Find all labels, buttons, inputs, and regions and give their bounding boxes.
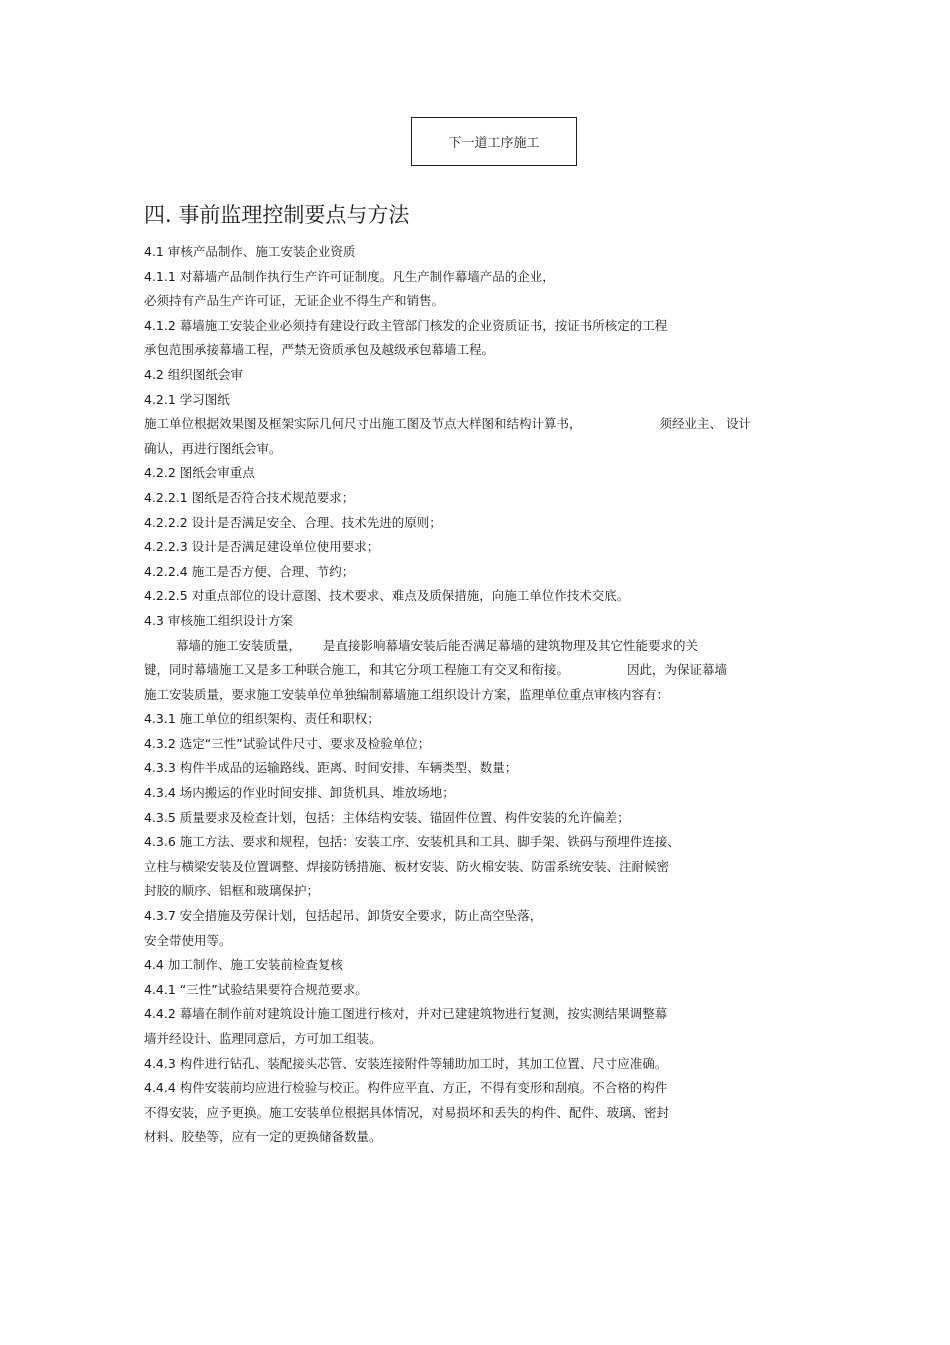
text-line [144,806,814,831]
text-line [144,756,814,781]
text-line [144,658,814,683]
line-text: 4.3.4 场内搬运的作业时间安排、卸货机具、堆放场地； [144,785,455,801]
line-text: 4.3.6 施工方法、要求和规程，包括：安装工序、安装机具和工具、脚手架、铁码与预埋件连接、 [144,834,680,850]
text-line [144,879,814,904]
line-text: 4.4.2 幕墙在制作前对建筑设计施工图进行核对，并对已建建筑物进行复测，按实测结果调整幕 [144,1006,668,1022]
text-line [144,338,814,363]
line-text-tail: 须经业主、 设计 [659,416,751,432]
text-line [144,584,814,609]
line-text: 4.4.3 构件进行钻孔、装配接头芯管、安装连接附件等辅助加工时，其加工位置、尺寸应准确。 [144,1055,668,1071]
text-line [144,1027,814,1052]
line-text: 4.4.4 构件安装前均应进行检验与校正。构件应平直、方正，不得有变形和刮痕。不合格的构件 [144,1080,668,1096]
text-line [144,535,814,560]
line-text: 必须持有产品生产许可证，无证企业不得生产和销售。 [144,293,445,309]
text-line [144,978,814,1003]
text-line [144,1076,814,1101]
line-text: 封胶的顺序、铝框和玻璃保护； [144,883,320,899]
line-text-tail: 因此，为保证幕墙 [627,662,728,678]
flowchart-step-box [411,117,577,166]
document-body [144,240,814,1150]
text-line [144,904,814,929]
flowchart-step-label: 下一道工序施工 [448,136,540,151]
text-line [144,437,814,462]
line-text: 4.3 审核施工组织设计方案 [144,612,293,628]
line-text: 4.2.2.4 施工是否方便、合理、节约； [144,563,355,579]
line-text: 承包范围承接幕墙工程，严禁无资质承包及越级承包幕墙工程。 [144,342,495,358]
line-text: 4.2.2.2 设计是否满足安全、合理、技术先进的原则； [144,514,442,530]
line-text: 4.1.2 幕墙施工安装企业必须持有建设行政主管部门核发的企业资质证书，按证书所核定的工程 [144,317,668,333]
line-text: 立柱与横梁安装及位置调整、焊接防锈措施、板材安装、防火棉安装、防雷系统安装、注耐候密 [144,858,670,874]
line-text: 不得安装，应予更换。施工安装单位根据具体情况，对易损坏和丢失的构件、配件、玻璃、密封 [144,1104,670,1120]
line-text: 4.2.2.3 设计是否满足建设单位使用要求； [144,539,380,555]
line-text: 4.2 组织图纸会审 [144,366,243,382]
text-line [144,240,814,265]
line-text: 4.4 加工制作、施工安装前检查复核 [144,957,343,973]
line-text: 4.3.5 质量要求及检查计划，包括：主体结构安装、锚固件位置、构件安装的允许偏差； [144,809,630,825]
text-line [144,265,814,290]
text-line [144,461,814,486]
text-line [144,781,814,806]
line-text: 4.3.1 施工单位的组织架构、责任和职权； [144,711,380,727]
line-text: 键，同时幕墙施工又是多工种联合施工，和其它分项工程施工有交叉和衔接。 [144,662,570,678]
line-text: 材料、胶垫等，应有一定的更换储备数量。 [144,1129,382,1145]
line-text: 4.2.1 学习图纸 [144,391,230,407]
text-line [144,363,814,388]
line-text: 4.2.2.5 对重点部位的设计意图、技术要求、难点及质保措施，向施工单位作技术交底。 [144,588,630,604]
line-text: 4.2.2.1 图纸是否符合技术规范要求； [144,489,355,505]
line-text: 幕墙的施工安装质量， [176,637,302,653]
line-text: 4.1 审核产品制作、施工安装企业资质 [144,244,356,259]
line-text: 施工安装质量，要求施工安装单位单独编制幕墙施工组织设计方案，监理单位重点审核内容有： [144,686,670,702]
line-text-tail: 是直接影响幕墙安装后能否满足幕墙的建筑物理及其它性能要求的关 [323,637,699,653]
text-line [144,830,814,855]
text-line [144,953,814,978]
text-line [144,707,814,732]
line-text: 4.3.7 安全措施及劳保计划，包括起吊、卸货安全要求，防止高空坠落， [144,908,543,924]
text-line [144,929,814,954]
text-line [144,560,814,585]
text-line [144,1125,814,1150]
line-text: 4.3.2 选定“三性”试验试件尺寸、要求及检验单位； [144,735,431,751]
text-line [144,511,814,536]
line-text: 4.1.1 对幕墙产品制作执行生产许可证制度。凡生产制作幕墙产品的企业， [144,268,555,284]
line-text: 施工单位根据效果图及框架实际几何尺寸出施工图及节点大样图和结构计算书， [144,416,582,432]
text-line [144,855,814,880]
text-line [144,314,814,339]
text-line [144,388,814,413]
text-line [144,683,814,708]
line-text: 安全带使用等。 [144,932,232,948]
text-line [144,1052,814,1077]
line-text: 确认，再进行图纸会审。 [144,440,282,456]
text-line [144,1101,814,1126]
section-heading: 四. 事前监理控制要点与方法 [144,203,410,227]
text-line [144,1002,814,1027]
text-line [144,634,814,659]
line-text: 4.2.2 图纸会审重点 [144,465,255,481]
text-line [144,732,814,757]
line-text: 4.3.3 构件半成品的运输路线、距离、时间安排、车辆类型、数量； [144,760,518,776]
text-line [144,412,814,437]
line-text: 墙并经设计、监理同意后，方可加工组装。 [144,1031,382,1046]
text-line [144,289,814,314]
text-line [144,609,814,634]
text-line [144,486,814,511]
line-text: 4.4.1 “三性”试验结果要符合规范要求。 [144,981,368,997]
